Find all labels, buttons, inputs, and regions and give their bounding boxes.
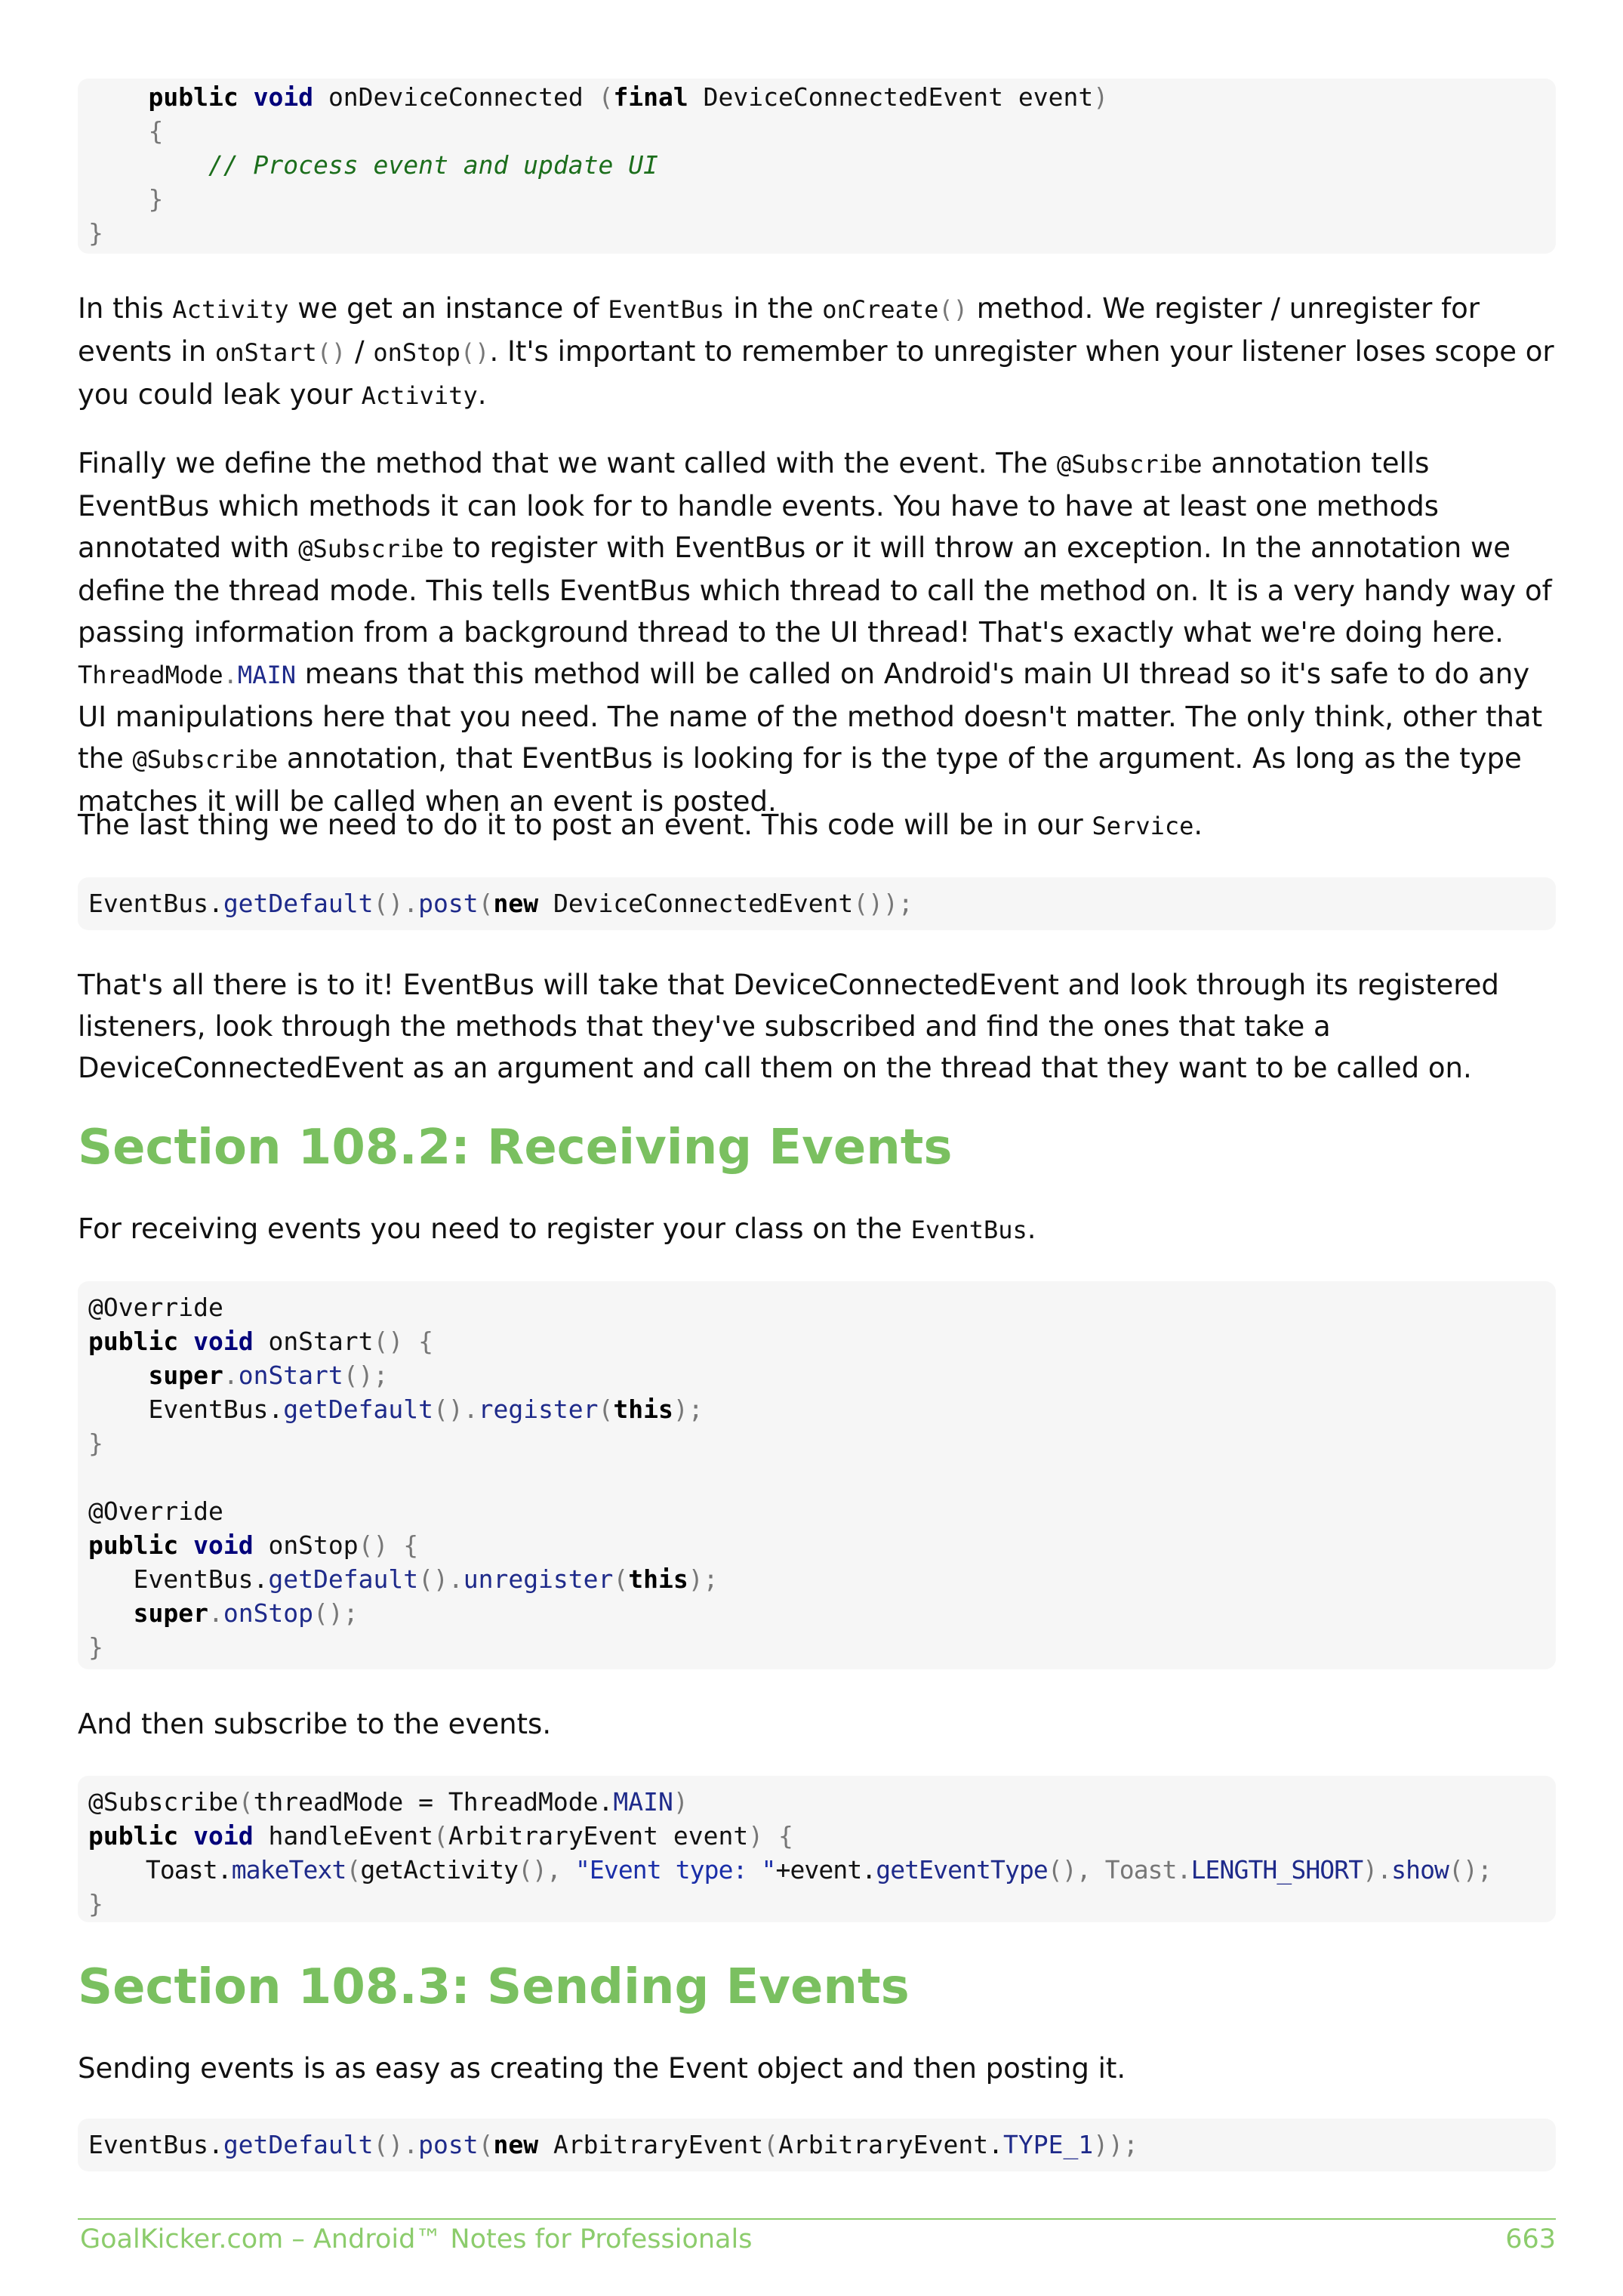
code-line: @Subscribe(threadMode = ThreadMode.MAIN) [88,1787,688,1817]
code-line: } [88,218,103,248]
code-block-register-unregister [78,1281,1556,1669]
code-line: public void onDeviceConnected (final DeviceConnectedEvent event) [148,82,1109,112]
footer-source: GoalKicker.com – Android™ Notes for Professionals [80,2224,753,2254]
code-line: // Process event and update UI [208,150,658,180]
page-number: 663 [1505,2224,1556,2254]
code-block-post-arbitrary-event: EventBus.getDefault().post(new ArbitraryEvent(ArbitraryEvent.TYPE_1)); [78,2119,1556,2171]
code-line: Toast.makeText(getActivity(), "Event type: "+event.getEventType(), Toast.LENGTH_SHORT).show(); [145,1855,1492,1885]
code-line: } [88,1889,103,1918]
code-line: @Override [88,1496,223,1526]
paragraph-sending-intro: Sending events is as easy as creating the Event object and then posting it. [78,2052,1126,2085]
code-line: @Override [88,1293,223,1322]
code-block-post-device-connected: EventBus.getDefault().post(new DeviceConnectedEvent()); [78,877,1556,930]
code-line: public void handleEvent(ArbitraryEvent event) { [88,1821,793,1851]
code-line [88,1460,1545,1494]
code-block-device-connected [78,79,1556,254]
code-line: public void onStart() { [88,1327,434,1356]
code-block-handle-event [78,1776,1556,1922]
paragraph-receiving-intro: For receiving events you need to register your class on the EventBus. [78,1213,1036,1245]
code-line: { [148,116,164,146]
paragraph-activity-registration: In this Activity we get an instance of EventBus in the onCreate() method. We register / unregister for events in onStart() / onStop(). It's important to remember to unregister when your listener loses scope or you could leak your Activity. [78,292,1554,411]
paragraph-thats-all: That's all there is to it! EventBus will take that DeviceConnectedEvent and look through its registered listeners, look through the methods that they've subscribed and find the ones that take a DeviceConnectedEvent as an argument and call them on the thread that they want to be called on. [78,969,1499,1084]
code-line: } [88,1428,103,1458]
paragraph-subscribe-annotation: Finally we define the method that we want called with the event. The @Subscribe annotation tells EventBus which methods it can look for to handle events. You have to have at least one methods annotated with @Subscribe to register with EventBus or it will throw an exception. In the annotation we define the thread mode. This tells EventBus which thread to call the method on. It is a very handy way of passing information from a background thread to the UI thread! That's exactly what we're doing here. ThreadMode.MAIN means that this method will be called on Android's main UI thread so it's safe to do any UI manipulations here that you need. The name of the method doesn't matter. The only think, other that the @Subscribe annotation, that EventBus is looking for is the type of the argument. As long as the type matches it will be called when an event is posted. [78,447,1552,818]
code-line: } [148,184,164,214]
paragraph-subscribe-events: And then subscribe to the events. [78,1708,552,1740]
code-line: super.onStop(); [133,1598,359,1628]
code-line: super.onStart(); [148,1361,389,1390]
code-line: } [88,1632,103,1662]
footer-divider [78,2218,1556,2220]
code-line: public void onStop() { [88,1530,419,1560]
section-heading-sending-events: Section 108.3: Sending Events [78,1959,910,2015]
section-heading-receiving-events: Section 108.2: Receiving Events [78,1120,953,1176]
paragraph-post-event: The last thing we need to do it to post an event. This code will be in our Service. [78,809,1203,841]
code-line: EventBus.getDefault().unregister(this); [133,1564,719,1594]
code-line: EventBus.getDefault().register(this); [148,1395,704,1424]
